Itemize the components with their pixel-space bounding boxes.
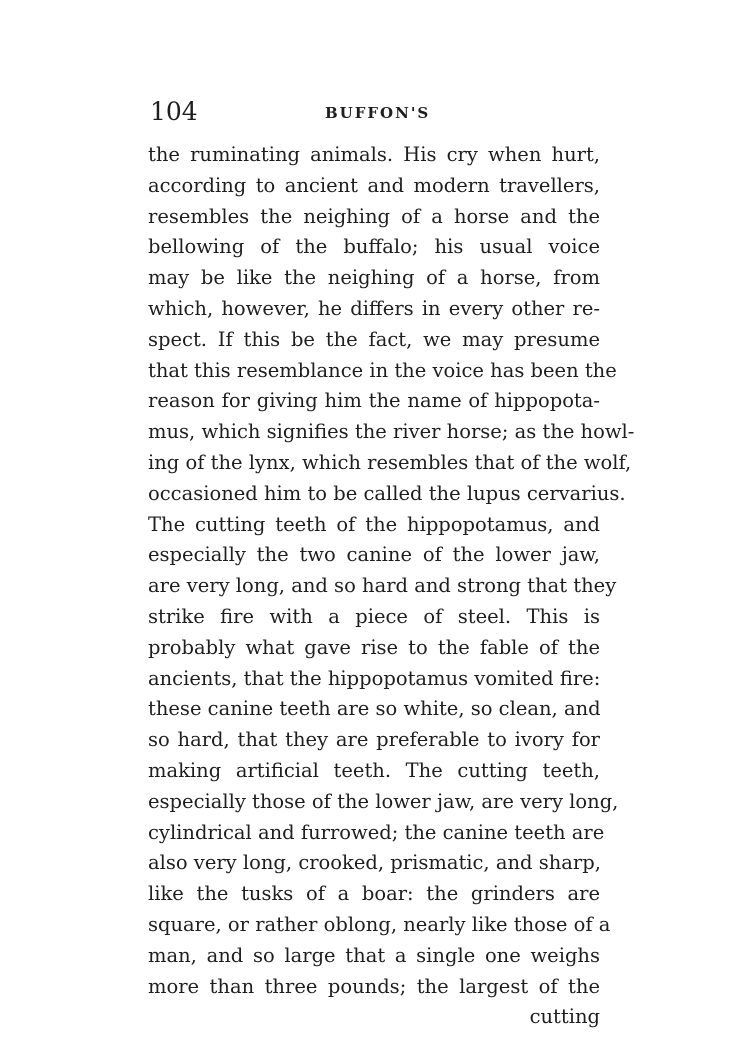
text-line: also very long, crooked, prismatic, and sharp, bbox=[148, 851, 601, 875]
catchword: cutting bbox=[529, 1005, 600, 1029]
body-text bbox=[148, 140, 635, 1033]
text-line: mus, which signifies the river horse; as the howl- bbox=[148, 420, 635, 444]
text-line: square, or rather oblong, nearly like those of a bbox=[148, 912, 611, 936]
text-line: The cutting teeth of the hippopotamus, and bbox=[148, 512, 600, 536]
text-line: making artificial teeth. The cutting teeth, bbox=[148, 758, 600, 782]
text-line: so hard, that they are preferable to ivory for bbox=[148, 728, 600, 752]
text-line: ing of the lynx, which resembles that of the wolf, bbox=[148, 450, 632, 474]
text-line: especially those of the lower jaw, are very long, bbox=[148, 789, 619, 813]
text-line: probably what gave rise to the fable of the bbox=[148, 635, 600, 659]
text-line: these canine teeth are so white, so clean, and bbox=[148, 697, 601, 721]
text-line: bellowing of the buffalo; his usual voice bbox=[148, 235, 600, 259]
page-header bbox=[150, 97, 450, 127]
text-line: are very long, and so hard and strong that they bbox=[148, 574, 617, 598]
text-line: especially the two canine of the lower jaw, bbox=[148, 543, 600, 567]
text-line: spect. If this be the fact, we may presume bbox=[148, 327, 600, 351]
text-line: resembles the neighing of a horse and the bbox=[148, 204, 600, 228]
text-line: that this resemblance in the voice has been the bbox=[148, 358, 617, 382]
text-line: more than three pounds; the largest of the bbox=[148, 974, 600, 998]
running-head: BUFFON'S bbox=[325, 104, 431, 122]
text-line: which, however, he differs in every other re- bbox=[148, 296, 600, 320]
text-line: reason for giving him the name of hippopota- bbox=[148, 389, 600, 413]
page-number: 104 bbox=[150, 97, 198, 126]
text-line: according to ancient and modern travellers, bbox=[148, 173, 600, 197]
text-line: strike fire with a piece of steel. This is bbox=[148, 604, 600, 628]
text-line: ancients, that the hippopotamus vomited fire: bbox=[148, 666, 601, 690]
text-line: man, and so large that a single one weighs bbox=[148, 943, 600, 967]
text-line: occasioned him to be called the lupus cervarius. bbox=[148, 481, 626, 505]
text-line: the ruminating animals. His cry when hurt, bbox=[148, 143, 600, 166]
text-line: cylindrical and furrowed; the canine teeth are bbox=[148, 820, 605, 844]
text-line: like the tusks of a boar: the grinders are bbox=[148, 882, 600, 906]
text-line: may be like the neighing of a horse, from bbox=[148, 266, 600, 290]
